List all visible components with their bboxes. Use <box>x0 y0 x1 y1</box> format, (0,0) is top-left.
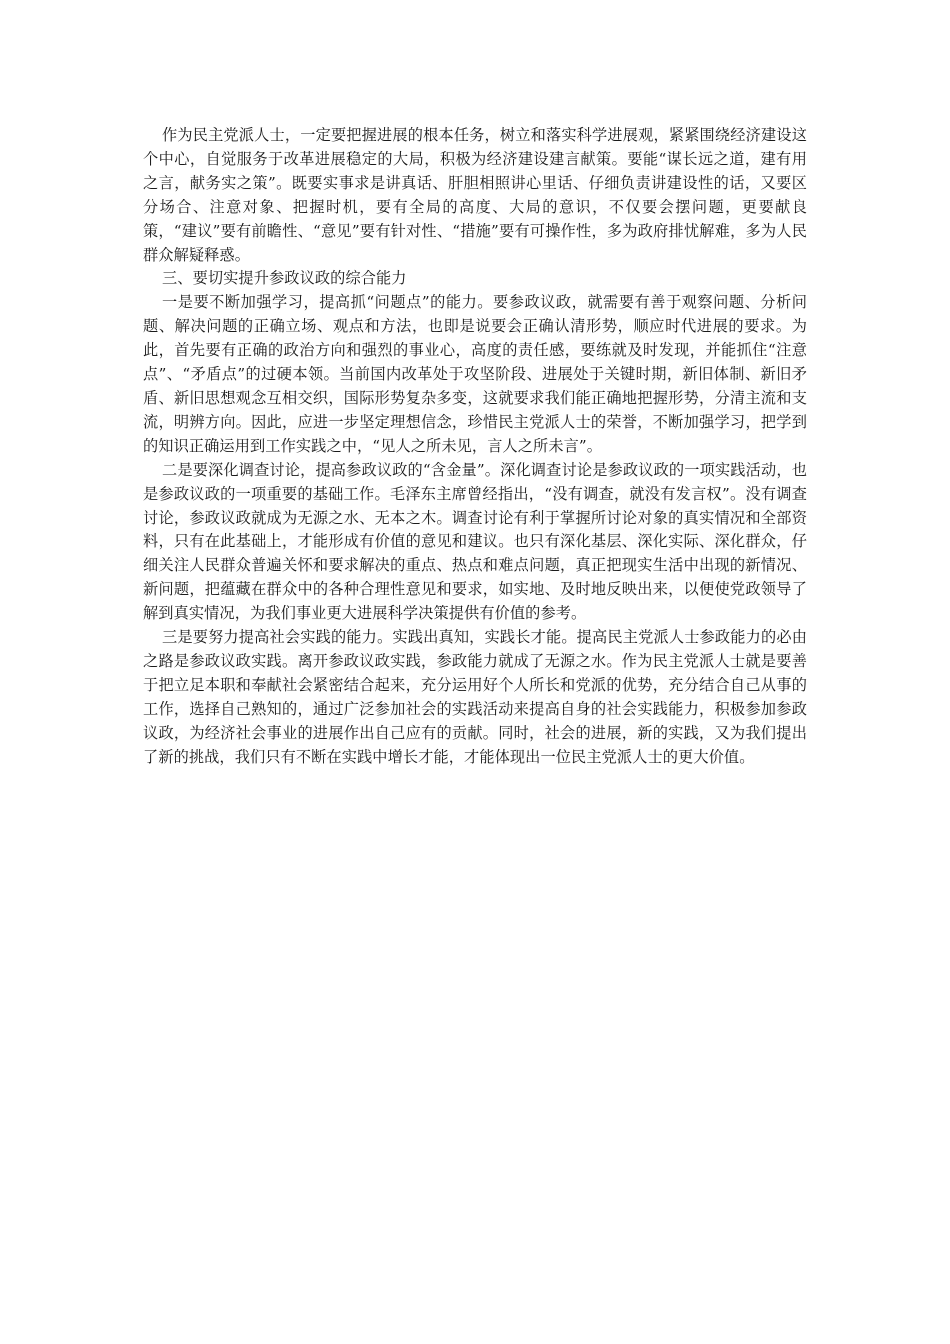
paragraph-practice: 三是要努力提高社会实践的能力。实践出真知，实践长才能。提高民主党派人士参政能力的必由之路是参政议政实践。离开参政议政实践，参政能力就成了无源之水。作为民主党派人士就是要善于把立足本职和奉献社会紧密结合起来，充分运用好个人所长和党派的优势，充分结合自己从事的工作，选择自己熟知的，通过广泛参加社会的实践活动来提高自身的社会实践能力，积极参加参政议政，为经济社会事业的进展作出自己应有的贡献。同时，社会的进展，新的实践，又为我们提出了新的挑战，我们只有不断在实践中增长才能，才能体现出一位民主党派人士的更大价值。 <box>143 628 807 766</box>
paragraph-research: 二是要深化调查讨论，提高参政议政的“含金量”。深化调查讨论是参政议政的一项实践活动，也是参政议政的一项重要的基础工作。毛泽东主席曾经指出，“没有调查，就没有发言权”。没有调查讨论，参政议政就成为无源之水、无本之木。调查讨论有利于掌握所讨论对象的真实情况和全部资料，只有在此基础上，才能形成有价值的意见和建议。也只有深化基层、深化实际、深化群众，仔细关注人民群众普遍关怀和要求解决的重点、热点和难点问题，真正把现实生活中出现的新情况、新问题，把蕴藏在群众中的各种合理性意见和要求，如实地、及时地反映出来，以便使党政领导了解到真实情况，为我们事业更大进展科学决策提供有价值的参考。 <box>143 460 807 623</box>
paragraph-intro: 作为民主党派人士，一定要把握进展的根本任务，树立和落实科学进展观，紧紧围绕经济建设这个中心，自觉服务于改革进展稳定的大局，积极为经济建设建言献策。要能“谋长远之道，建有用之言，献务实之策”。既要实事求是讲真话、肝胆相照讲心里话、仔细负责讲建设性的话，又要区分场合、注意对象、把握时机，要有全局的高度、大局的意识，不仅要会摆问题，更要献良策，“建议”要有前瞻性、“意见”要有针对性、“措施”要有可操作性，多为政府排忧解难，多为人民群众解疑释惑。 <box>143 126 807 264</box>
document-body <box>143 124 807 769</box>
section-heading: 三、要切实提升参政议政的综合能力 <box>162 269 407 288</box>
paragraph-study: 一是要不断加强学习，提高抓“问题点”的能力。要参政议政，就需要有善于观察问题、分析问题、解决问题的正确立场、观点和方法，也即是说要会正确认清形势，顺应时代进展的要求。为此，首先要有正确的政治方向和强烈的事业心，高度的责任感，要练就及时发现，并能抓住“注意点”、“矛盾点”的过硬本领。当前国内改革处于攻坚阶段、进展处于关键时期，新旧体制、新旧矛盾、新旧思想观念互相交织，国际形势复杂多变，这就要求我们能正确地把握形势，分清主流和支流，明辨方向。因此，应进一步坚定理想信念，珍惜民主党派人士的荣誉，不断加强学习，把学到的知识正确运用到工作实践之中，“见人之所未见，言人之所未言”。 <box>143 293 807 455</box>
